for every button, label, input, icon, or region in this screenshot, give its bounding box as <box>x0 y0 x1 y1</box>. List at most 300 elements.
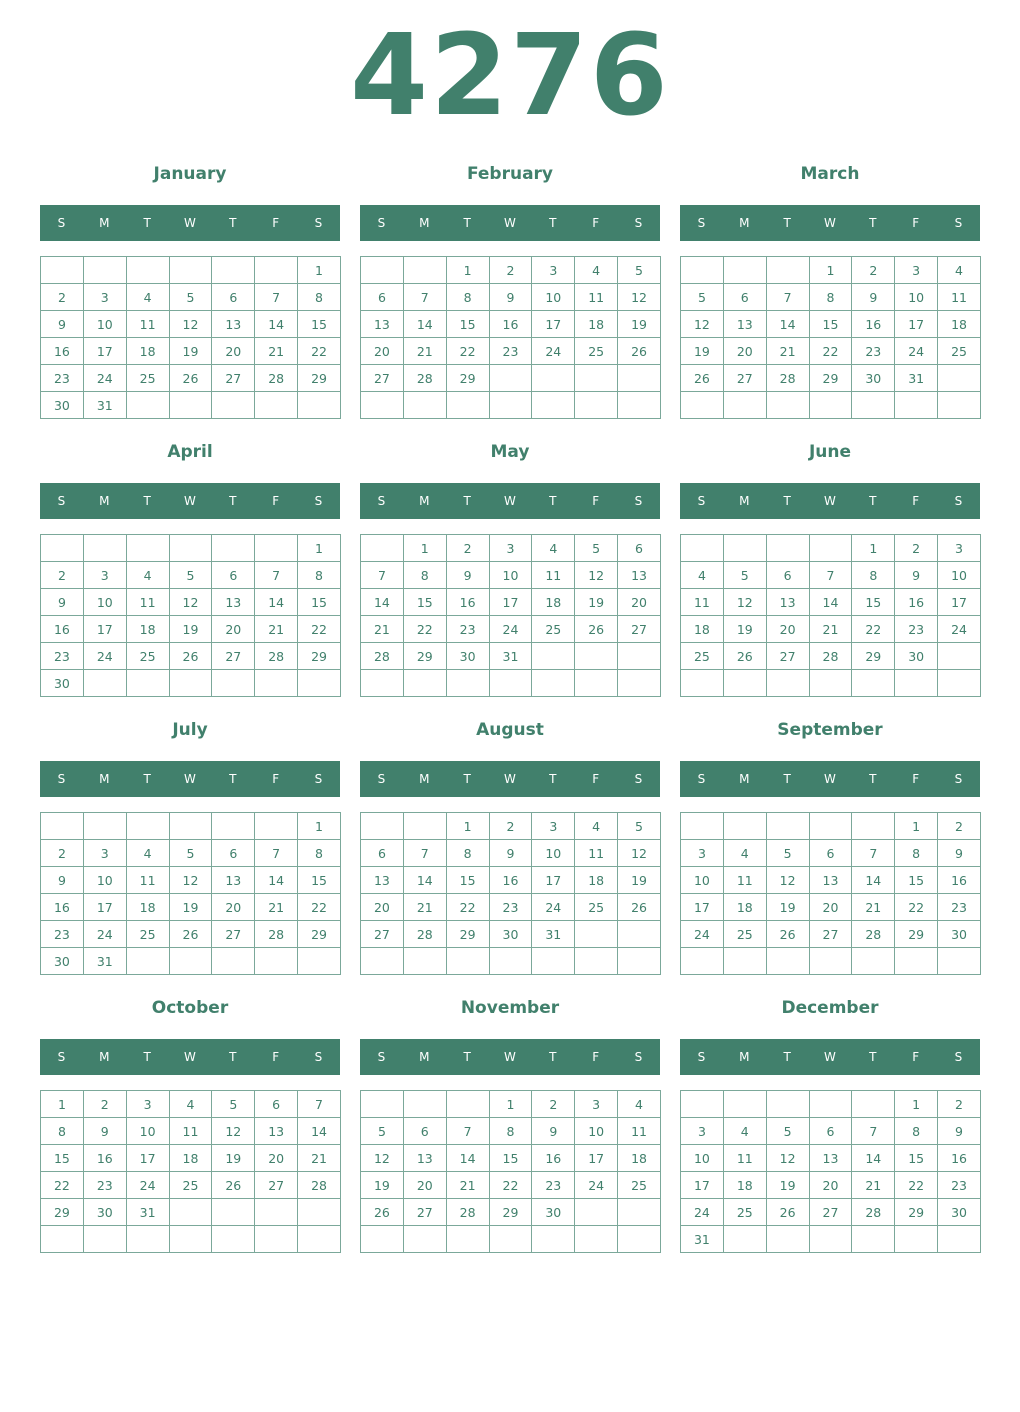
day-cell: 10 <box>126 1118 169 1145</box>
day-cell: 28 <box>255 921 298 948</box>
weekday-label: T <box>463 216 471 230</box>
empty-day-cell <box>809 1091 852 1118</box>
empty-day-cell <box>403 670 446 697</box>
weekday-header <box>680 483 980 519</box>
empty-day-cell <box>723 392 766 419</box>
day-cell: 7 <box>852 1118 895 1145</box>
day-cell: 16 <box>895 589 938 616</box>
weekday-label: F <box>592 772 600 786</box>
day-cell: 19 <box>169 894 212 921</box>
day-cell: 30 <box>41 948 84 975</box>
day-cell: 8 <box>895 1118 938 1145</box>
day-cell: 26 <box>618 338 661 365</box>
empty-day-cell <box>212 813 255 840</box>
day-cell: 21 <box>852 1172 895 1199</box>
day-grid <box>40 812 341 975</box>
day-cell: 2 <box>83 1091 126 1118</box>
day-cell: 22 <box>852 616 895 643</box>
month-name: January <box>153 164 227 184</box>
month-name: March <box>800 164 860 184</box>
day-cell: 30 <box>489 921 532 948</box>
empty-day-cell <box>532 643 575 670</box>
day-cell: 30 <box>852 365 895 392</box>
day-cell: 8 <box>895 840 938 867</box>
weekday-label: W <box>184 494 196 508</box>
day-cell: 14 <box>361 589 404 616</box>
day-cell: 6 <box>361 284 404 311</box>
day-cell: 3 <box>126 1091 169 1118</box>
day-cell: 11 <box>723 1145 766 1172</box>
weekday-label: F <box>912 772 920 786</box>
day-cell: 24 <box>83 365 126 392</box>
empty-day-cell <box>212 670 255 697</box>
empty-day-cell <box>618 1199 661 1226</box>
empty-day-cell <box>618 948 661 975</box>
day-grid <box>680 256 981 419</box>
weekday-label: W <box>504 1050 516 1064</box>
weekday-label: W <box>824 1050 836 1064</box>
month-august <box>360 715 661 985</box>
week-row <box>41 1172 341 1199</box>
month-name: August <box>476 720 544 740</box>
month-november <box>360 993 661 1263</box>
day-cell: 29 <box>298 365 341 392</box>
week-row <box>681 1226 981 1253</box>
day-cell: 3 <box>83 562 126 589</box>
weekday-label: S <box>57 216 66 230</box>
weekday-label: T <box>229 1050 237 1064</box>
day-cell: 2 <box>938 1091 981 1118</box>
week-row <box>41 1199 341 1226</box>
weekday-label: S <box>634 772 643 786</box>
day-cell: 25 <box>681 643 724 670</box>
empty-day-cell <box>618 365 661 392</box>
empty-day-cell <box>169 535 212 562</box>
day-cell: 30 <box>938 1199 981 1226</box>
day-cell: 10 <box>938 562 981 589</box>
week-row <box>681 894 981 921</box>
day-cell: 12 <box>169 867 212 894</box>
day-cell: 7 <box>255 840 298 867</box>
empty-day-cell <box>681 813 724 840</box>
day-cell: 11 <box>126 589 169 616</box>
day-cell: 29 <box>809 365 852 392</box>
weekday-label: S <box>377 494 386 508</box>
day-cell: 28 <box>403 921 446 948</box>
empty-day-cell <box>723 535 766 562</box>
empty-day-cell <box>255 1226 298 1253</box>
day-cell: 8 <box>403 562 446 589</box>
day-cell: 29 <box>446 921 489 948</box>
weekday-label: T <box>549 772 557 786</box>
day-cell: 8 <box>809 284 852 311</box>
weekday-label: S <box>57 1050 66 1064</box>
day-cell: 22 <box>446 338 489 365</box>
empty-day-cell <box>298 670 341 697</box>
weekday-label: M <box>419 1050 430 1064</box>
empty-day-cell <box>169 670 212 697</box>
day-cell: 26 <box>681 365 724 392</box>
empty-day-cell <box>766 948 809 975</box>
empty-day-cell <box>169 392 212 419</box>
empty-day-cell <box>575 670 618 697</box>
day-cell: 16 <box>41 616 84 643</box>
week-row <box>681 1118 981 1145</box>
day-cell: 16 <box>489 311 532 338</box>
empty-day-cell <box>361 1091 404 1118</box>
day-cell: 10 <box>575 1118 618 1145</box>
day-cell: 21 <box>255 894 298 921</box>
day-cell: 13 <box>723 311 766 338</box>
empty-day-cell <box>489 670 532 697</box>
day-cell: 14 <box>403 311 446 338</box>
day-cell: 9 <box>532 1118 575 1145</box>
day-cell: 27 <box>361 921 404 948</box>
day-cell: 17 <box>532 867 575 894</box>
empty-day-cell <box>403 257 446 284</box>
weekday-label: T <box>783 1050 791 1064</box>
day-cell: 24 <box>126 1172 169 1199</box>
day-cell: 5 <box>361 1118 404 1145</box>
weekday-label: M <box>739 494 750 508</box>
day-cell: 12 <box>575 562 618 589</box>
day-cell: 9 <box>938 840 981 867</box>
day-cell: 2 <box>852 257 895 284</box>
day-cell: 12 <box>169 311 212 338</box>
week-row <box>41 284 341 311</box>
week-row <box>361 1118 661 1145</box>
empty-day-cell <box>618 643 661 670</box>
day-cell: 5 <box>723 562 766 589</box>
empty-day-cell <box>446 948 489 975</box>
day-cell: 29 <box>298 643 341 670</box>
empty-day-cell <box>126 535 169 562</box>
day-cell: 7 <box>298 1091 341 1118</box>
week-row <box>361 535 661 562</box>
day-cell: 11 <box>575 840 618 867</box>
day-cell: 25 <box>618 1172 661 1199</box>
day-cell: 8 <box>298 284 341 311</box>
empty-day-cell <box>575 365 618 392</box>
day-cell: 22 <box>298 894 341 921</box>
day-cell: 14 <box>766 311 809 338</box>
empty-day-cell <box>852 392 895 419</box>
day-cell: 6 <box>809 840 852 867</box>
week-row <box>681 948 981 975</box>
day-cell: 17 <box>489 589 532 616</box>
day-cell: 24 <box>83 643 126 670</box>
day-cell: 11 <box>575 284 618 311</box>
day-cell: 17 <box>681 894 724 921</box>
empty-day-cell <box>126 257 169 284</box>
empty-day-cell <box>938 392 981 419</box>
day-cell: 4 <box>723 840 766 867</box>
day-cell: 25 <box>126 365 169 392</box>
day-cell: 12 <box>766 1145 809 1172</box>
weekday-header <box>40 1039 340 1075</box>
day-cell: 19 <box>618 867 661 894</box>
empty-day-cell <box>126 1226 169 1253</box>
day-cell: 20 <box>212 616 255 643</box>
weekday-label: F <box>592 216 600 230</box>
day-cell: 15 <box>895 1145 938 1172</box>
day-cell: 18 <box>532 589 575 616</box>
day-cell: 4 <box>169 1091 212 1118</box>
day-cell: 23 <box>446 616 489 643</box>
week-row <box>361 894 661 921</box>
weekday-label: S <box>57 494 66 508</box>
week-row <box>681 589 981 616</box>
empty-day-cell <box>852 948 895 975</box>
week-row <box>361 921 661 948</box>
empty-day-cell <box>809 813 852 840</box>
week-row <box>681 670 981 697</box>
day-cell: 5 <box>766 1118 809 1145</box>
empty-day-cell <box>532 1226 575 1253</box>
day-cell: 27 <box>361 365 404 392</box>
day-cell: 14 <box>403 867 446 894</box>
day-cell: 7 <box>852 840 895 867</box>
day-cell: 25 <box>575 894 618 921</box>
weekday-label: T <box>549 494 557 508</box>
empty-day-cell <box>212 1199 255 1226</box>
weekday-label: F <box>592 494 600 508</box>
day-cell: 21 <box>809 616 852 643</box>
empty-day-cell <box>446 1091 489 1118</box>
weekday-label: F <box>272 1050 280 1064</box>
weekday-label: W <box>184 772 196 786</box>
weekday-label: M <box>419 494 430 508</box>
empty-day-cell <box>489 365 532 392</box>
day-cell: 10 <box>83 589 126 616</box>
day-cell: 15 <box>489 1145 532 1172</box>
weekday-header <box>360 483 660 519</box>
empty-day-cell <box>169 1226 212 1253</box>
day-cell: 22 <box>403 616 446 643</box>
day-cell: 3 <box>681 840 724 867</box>
week-row <box>681 311 981 338</box>
day-cell: 4 <box>575 813 618 840</box>
day-cell: 10 <box>681 867 724 894</box>
empty-day-cell <box>723 948 766 975</box>
day-cell: 20 <box>255 1145 298 1172</box>
day-cell: 12 <box>361 1145 404 1172</box>
week-row <box>681 921 981 948</box>
empty-day-cell <box>766 392 809 419</box>
empty-day-cell <box>83 257 126 284</box>
day-cell: 31 <box>681 1226 724 1253</box>
day-cell: 13 <box>361 311 404 338</box>
day-cell: 3 <box>938 535 981 562</box>
empty-day-cell <box>575 1226 618 1253</box>
day-cell: 19 <box>169 616 212 643</box>
empty-day-cell <box>126 813 169 840</box>
week-row <box>41 616 341 643</box>
day-cell: 25 <box>575 338 618 365</box>
day-cell: 24 <box>575 1172 618 1199</box>
empty-day-cell <box>809 1226 852 1253</box>
week-row <box>41 257 341 284</box>
day-cell: 14 <box>446 1145 489 1172</box>
day-cell: 9 <box>83 1118 126 1145</box>
empty-day-cell <box>895 392 938 419</box>
day-cell: 19 <box>766 1172 809 1199</box>
day-cell: 1 <box>446 813 489 840</box>
day-cell: 6 <box>618 535 661 562</box>
day-cell: 10 <box>532 840 575 867</box>
day-cell: 26 <box>169 365 212 392</box>
empty-day-cell <box>169 1199 212 1226</box>
week-row <box>361 1226 661 1253</box>
month-october <box>40 993 341 1263</box>
day-cell: 15 <box>852 589 895 616</box>
day-cell: 31 <box>895 365 938 392</box>
day-cell: 19 <box>681 338 724 365</box>
day-cell: 20 <box>809 1172 852 1199</box>
day-cell: 18 <box>618 1145 661 1172</box>
day-cell: 28 <box>852 1199 895 1226</box>
empty-day-cell <box>618 1226 661 1253</box>
day-cell: 2 <box>895 535 938 562</box>
weekday-label: T <box>143 494 151 508</box>
day-cell: 18 <box>938 311 981 338</box>
month-name: November <box>460 998 560 1018</box>
day-cell: 13 <box>212 589 255 616</box>
week-row <box>681 562 981 589</box>
day-cell: 20 <box>403 1172 446 1199</box>
day-cell: 1 <box>809 257 852 284</box>
day-cell: 10 <box>895 284 938 311</box>
day-cell: 1 <box>489 1091 532 1118</box>
week-row <box>681 813 981 840</box>
weekday-label: M <box>99 772 110 786</box>
week-row <box>681 1199 981 1226</box>
day-cell: 12 <box>169 589 212 616</box>
empty-day-cell <box>361 948 404 975</box>
day-grid <box>360 1090 661 1253</box>
weekday-label: T <box>229 494 237 508</box>
day-cell: 7 <box>255 284 298 311</box>
empty-day-cell <box>681 392 724 419</box>
weekday-label: F <box>272 494 280 508</box>
day-grid <box>40 534 341 697</box>
day-cell: 1 <box>895 813 938 840</box>
day-cell: 4 <box>532 535 575 562</box>
day-cell: 29 <box>446 365 489 392</box>
day-cell: 30 <box>41 392 84 419</box>
day-cell: 24 <box>895 338 938 365</box>
day-cell: 18 <box>126 616 169 643</box>
day-cell: 29 <box>852 643 895 670</box>
day-cell: 21 <box>446 1172 489 1199</box>
day-grid <box>40 1090 341 1253</box>
week-row <box>361 1091 661 1118</box>
weekday-header <box>40 205 340 241</box>
empty-day-cell <box>361 535 404 562</box>
weekday-header <box>360 761 660 797</box>
day-cell: 31 <box>126 1199 169 1226</box>
day-cell: 13 <box>255 1118 298 1145</box>
empty-day-cell <box>809 392 852 419</box>
day-cell: 31 <box>83 948 126 975</box>
week-row <box>681 257 981 284</box>
day-cell: 15 <box>446 867 489 894</box>
day-cell: 15 <box>895 867 938 894</box>
day-cell: 23 <box>852 338 895 365</box>
week-row <box>41 392 341 419</box>
day-cell: 28 <box>361 643 404 670</box>
weekday-label: S <box>314 1050 323 1064</box>
weekday-label: S <box>697 216 706 230</box>
empty-day-cell <box>723 813 766 840</box>
day-cell: 18 <box>575 311 618 338</box>
day-cell: 5 <box>169 562 212 589</box>
day-cell: 20 <box>212 338 255 365</box>
day-cell: 4 <box>938 257 981 284</box>
day-cell: 4 <box>681 562 724 589</box>
day-cell: 7 <box>446 1118 489 1145</box>
day-cell: 4 <box>575 257 618 284</box>
week-row <box>681 392 981 419</box>
day-cell: 16 <box>83 1145 126 1172</box>
day-cell: 18 <box>126 894 169 921</box>
day-cell: 30 <box>41 670 84 697</box>
day-cell: 16 <box>41 894 84 921</box>
day-cell: 3 <box>532 813 575 840</box>
day-cell: 19 <box>723 616 766 643</box>
day-cell: 5 <box>681 284 724 311</box>
day-cell: 15 <box>298 589 341 616</box>
week-row <box>41 1091 341 1118</box>
month-name: October <box>151 998 229 1018</box>
weekday-header <box>680 205 980 241</box>
empty-day-cell <box>83 670 126 697</box>
weekday-label: S <box>954 494 963 508</box>
empty-day-cell <box>575 921 618 948</box>
month-december <box>680 993 981 1263</box>
week-row <box>361 1145 661 1172</box>
week-row <box>361 867 661 894</box>
day-cell: 26 <box>766 921 809 948</box>
day-cell: 18 <box>681 616 724 643</box>
day-cell: 24 <box>532 894 575 921</box>
day-cell: 24 <box>83 921 126 948</box>
day-cell: 16 <box>41 338 84 365</box>
week-row <box>41 1226 341 1253</box>
empty-day-cell <box>938 1226 981 1253</box>
weekday-label: S <box>954 772 963 786</box>
week-row <box>361 1199 661 1226</box>
empty-day-cell <box>126 392 169 419</box>
day-cell: 19 <box>766 894 809 921</box>
day-cell: 26 <box>723 643 766 670</box>
weekday-header <box>360 1039 660 1075</box>
empty-day-cell <box>126 948 169 975</box>
weekday-label: F <box>912 216 920 230</box>
weekday-label: S <box>954 1050 963 1064</box>
week-row <box>41 670 341 697</box>
day-cell: 8 <box>852 562 895 589</box>
empty-day-cell <box>575 392 618 419</box>
day-cell: 12 <box>618 840 661 867</box>
day-cell: 20 <box>361 894 404 921</box>
empty-day-cell <box>681 535 724 562</box>
day-cell: 9 <box>852 284 895 311</box>
day-cell: 7 <box>766 284 809 311</box>
day-cell: 24 <box>489 616 532 643</box>
day-cell: 6 <box>212 562 255 589</box>
weekday-label: T <box>463 1050 471 1064</box>
